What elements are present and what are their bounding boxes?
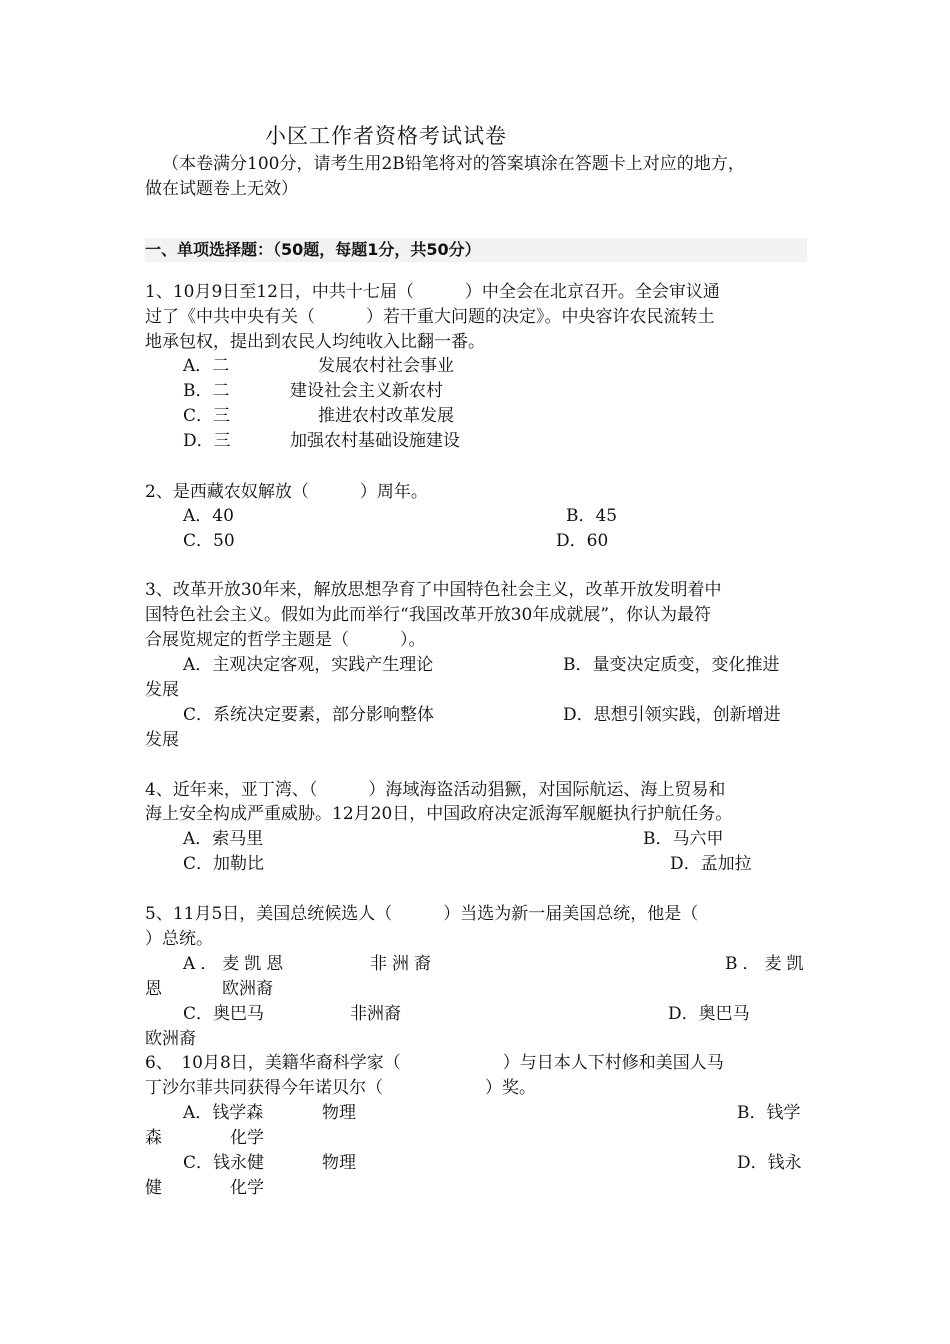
q1-option-b-letter: B．二 (183, 381, 230, 401)
q1-option-c-text: 推进农村改革发展 (318, 406, 454, 426)
q2-option-c: C．50 (183, 531, 235, 551)
q2-option-a: A．40 (183, 506, 234, 526)
intro-line-2: 做在试题卷上无效） (145, 179, 298, 199)
q1-option-b-text: 建设社会主义新农村 (290, 381, 443, 401)
q5-option-c-name: C．奥巴马 (183, 1004, 265, 1024)
q2-stem: 2、是西藏农奴解放（ ）周年。 (145, 482, 428, 502)
q5-option-d: D．奥巴马 (668, 1004, 750, 1024)
q6-option-d: D．钱永 (737, 1153, 802, 1173)
q2-option-b: B．45 (566, 506, 618, 526)
q3-option-d: D．思想引领实践，创新增进 (563, 705, 781, 725)
q6-option-b: B．钱学 (737, 1103, 801, 1123)
q6-option-d-wrap-field: 化学 (230, 1178, 264, 1198)
section-heading: 一、单项选择题：（50题，每题1分，共50分） (145, 238, 807, 262)
q6-stem-2: 丁沙尔菲共同获得今年诺贝尔（ ）奖。 (145, 1078, 536, 1098)
q6-option-d-wrap-name: 健 (145, 1178, 162, 1198)
q4-option-d: D．孟加拉 (670, 854, 752, 874)
q6-option-b-wrap-field: 化学 (230, 1128, 264, 1148)
q4-stem-2: 海上安全构成严重威胁。12月20日，中国政府决定派海军舰艇执行护航任务。 (145, 804, 733, 824)
q1-option-d-text: 加强农村基础设施建设 (290, 431, 460, 451)
q1-option-a-letter: A．二 (183, 356, 230, 376)
q6-stem-1: 6、 10月8日，美籍华裔科学家（ ）与日本人下村修和美国人马 (145, 1053, 724, 1073)
q6-option-a-name: A．钱学森 (183, 1103, 264, 1123)
q3-option-c: C．系统决定要素，部分影响整体 (183, 705, 435, 725)
q1-option-d-letter: D．三 (183, 431, 231, 451)
q5-option-a-origin: 非洲裔 (370, 954, 436, 974)
q6-option-c-name: C．钱永健 (183, 1153, 265, 1173)
intro-line-1: （本卷满分100分，请考生用2B铅笔将对的答案填涂在答题卡上对应的地方， (162, 154, 745, 174)
q6-option-b-wrap-name: 森 (145, 1128, 162, 1148)
q3-option-b: B．量变决定质变，变化推进 (563, 655, 780, 675)
q5-stem-2: ）总统。 (145, 929, 213, 949)
q4-option-c: C．加勒比 (183, 854, 265, 874)
q6-option-c-field: 物理 (322, 1153, 356, 1173)
q5-stem-1: 5、11月5日，美国总统候选人（ ）当选为新一届美国总统，他是（ (145, 904, 699, 924)
page-title: 小区工作者资格考试试卷 (265, 124, 507, 148)
q1-stem-3: 地承包权，提出到农民人均纯收入比翻一番。 (145, 332, 485, 352)
q1-stem-2: 过了《中共中央有关（ ）若干重大问题的决定》。中央容许农民流转土 (145, 307, 715, 327)
q4-stem-1: 4、近年来，亚丁湾、（ ）海域海盗活动猖獗，对国际航运、海上贸易和 (145, 780, 726, 800)
q3-option-a: A．主观决定客观，实践产生理论 (183, 655, 434, 675)
q6-option-a-field: 物理 (322, 1103, 356, 1123)
q1-option-a-text: 发展农村社会事业 (318, 356, 454, 376)
q4-option-b: B．马六甲 (643, 829, 724, 849)
q1-option-c-letter: C．三 (183, 406, 231, 426)
q3-option-d-wrap: 发展 (145, 730, 179, 750)
q5-option-a-name: A．麦凯恩 (183, 954, 289, 974)
q5-option-b-wrap-origin: 欧洲裔 (222, 979, 273, 999)
q1-stem-1: 1、10月9日至12日，中共十七届（ ）中全会在北京召开。全会审议通 (145, 282, 720, 302)
q5-option-b-wrap-name: 恩 (145, 979, 162, 999)
q5-option-d-wrap: 欧洲裔 (145, 1029, 196, 1049)
q5-option-c-origin: 非洲裔 (350, 1004, 401, 1024)
q3-stem-1: 3、改革开放30年来，解放思想孕育了中国特色社会主义，改革开放发明着中 (145, 580, 722, 600)
q2-option-d: D．60 (556, 531, 609, 551)
q5-option-b: B．麦凯 (725, 954, 809, 974)
q3-option-b-wrap: 发展 (145, 680, 179, 700)
q4-option-a: A．索马里 (183, 829, 264, 849)
q3-stem-3: 合展览规定的哲学主题是（ ）。 (145, 630, 426, 650)
q3-stem-2: 国特色社会主义。假如为此而举行“我国改革开放30年成就展”，你认为最符 (145, 605, 712, 625)
